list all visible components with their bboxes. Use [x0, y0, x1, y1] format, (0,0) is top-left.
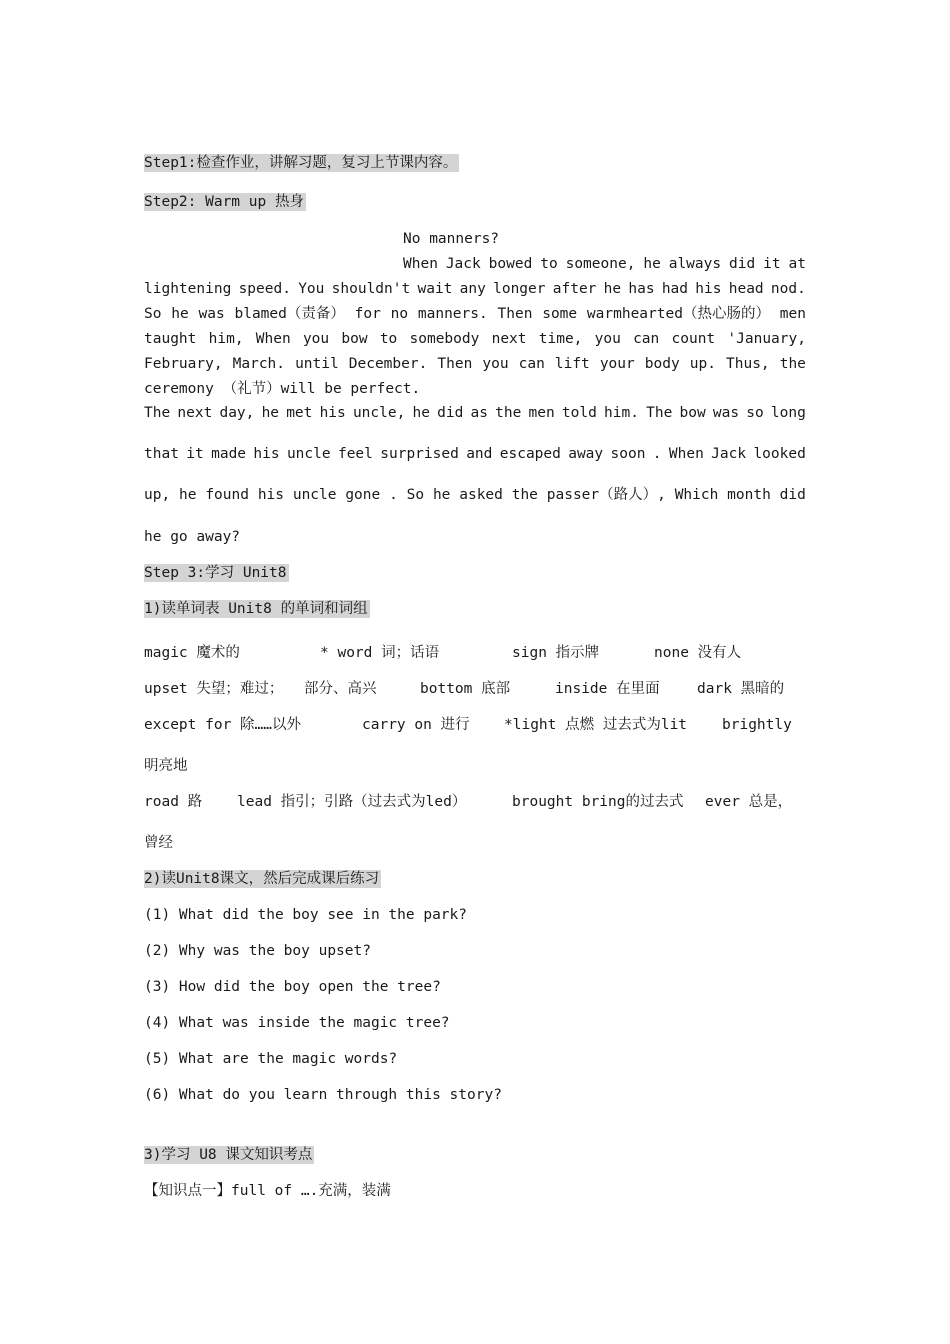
question-item: (2) Why was the boy upset?	[144, 943, 371, 959]
story-word: and	[466, 446, 493, 462]
story-word: he	[412, 405, 430, 421]
story-word: blamed（责备）	[234, 306, 345, 322]
story-word: made	[211, 446, 247, 462]
vocab-item: * word 词；话语	[320, 645, 440, 661]
story-word: you	[594, 331, 621, 347]
vocab-item: brought bring的过去式	[512, 794, 684, 810]
story-word: some	[542, 306, 578, 322]
vocab-item: sign 指示牌	[512, 645, 600, 661]
story-word: did	[437, 405, 464, 421]
story-line	[403, 254, 806, 274]
story-word: can	[633, 331, 660, 347]
story-word: lift	[554, 356, 590, 372]
vocab-item: 部分、高兴	[304, 681, 377, 697]
question-item: (4) What was inside the magic tree?	[144, 1015, 450, 1031]
story-word: So	[144, 306, 162, 322]
story-word: Jack	[445, 256, 481, 272]
story-word: bow	[341, 331, 368, 347]
story-word: he	[179, 487, 197, 503]
story-word: When	[255, 331, 291, 347]
story-word: day,	[219, 405, 255, 421]
story-word: he	[603, 281, 622, 297]
vocab-item: 明亮地	[144, 758, 188, 774]
story-line: ceremony （礼节）will be perfect.	[144, 381, 421, 397]
story-word: men	[528, 405, 555, 421]
question-item: (6) What do you learn through this story?	[144, 1087, 502, 1103]
story-word: 'January,	[727, 331, 806, 347]
story-word: any	[459, 281, 486, 297]
story-word: it	[186, 446, 204, 462]
story-word: his	[695, 281, 722, 297]
story-word: Jack	[711, 446, 747, 462]
story-word: the	[495, 405, 522, 421]
story-word: always	[668, 256, 722, 272]
story-word: was	[712, 405, 740, 421]
story-word: speed.	[238, 281, 291, 297]
story-word: after	[552, 281, 597, 297]
story-word: .	[652, 446, 662, 462]
story-word: shouldn't	[331, 281, 411, 297]
story-word: When	[668, 446, 704, 462]
story-word: lightening	[144, 281, 232, 297]
story-word: The	[144, 405, 171, 421]
story-word: that	[144, 446, 179, 462]
story-word: .	[389, 487, 398, 503]
question-item: (1) What did the boy see in the park?	[144, 907, 468, 923]
story-word: so	[746, 405, 764, 421]
story-word: wait	[417, 281, 453, 297]
story-word: Thus,	[726, 356, 770, 372]
story-word: taught	[144, 331, 197, 347]
story-word: did	[779, 487, 806, 503]
vocab-item: upset 失望；难过；	[144, 681, 284, 697]
vocab-item: carry on 进行	[362, 717, 470, 733]
story-word: surprised	[380, 446, 459, 462]
story-word: So	[406, 487, 425, 503]
vocab-item: magic 魔术的	[144, 645, 240, 661]
sub-heading-text: 2)读Unit8课文，然后完成课后练习	[144, 871, 380, 887]
story-line	[144, 354, 806, 374]
story-word: December.	[348, 356, 428, 372]
story-word: looked	[753, 446, 806, 462]
story-word: You	[298, 281, 325, 297]
story-word: as	[470, 405, 488, 421]
story-word: head	[728, 281, 764, 297]
story-word: was	[198, 306, 225, 322]
story-word: someone,	[565, 256, 636, 272]
story-word: month	[727, 487, 771, 503]
sub-heading-vocab: 1)读单词表 Unit8 的单词和词组	[144, 601, 368, 617]
story-word: up.	[689, 356, 716, 372]
story-title: No manners?	[403, 231, 500, 247]
story-word: feel	[337, 446, 373, 462]
story-word: until	[295, 356, 339, 372]
story-word: manners.	[417, 306, 488, 322]
story-word: The	[646, 405, 673, 421]
vocab-item: 曾经	[144, 835, 173, 851]
vocab-item: lead 指引；引路（过去式为led）	[237, 794, 467, 810]
story-word: soon	[610, 446, 646, 462]
knowledge-point: 【知识点一】full of ….充满，装满	[144, 1183, 391, 1199]
story-word: Then	[437, 356, 473, 372]
story-word: to	[379, 331, 398, 347]
story-word: next	[177, 405, 213, 421]
vocab-item: *light 点燃 过去式为lit	[504, 717, 688, 733]
story-word: his	[257, 487, 285, 503]
step1-heading: Step1:检查作业，讲解习题，复习上节课内容。	[144, 155, 458, 171]
story-word: no	[390, 306, 409, 322]
story-word: bow	[679, 405, 706, 421]
story-line	[144, 279, 806, 299]
story-word: longer	[493, 281, 546, 297]
sub-heading-points: 3)学习 U8 课文知识考点	[144, 1147, 313, 1163]
story-word: you	[482, 356, 509, 372]
story-word: at	[788, 256, 806, 272]
vocab-item: road 路	[144, 794, 203, 810]
story-word: his	[319, 405, 346, 421]
story-word: he	[432, 487, 451, 503]
story-word: met	[286, 405, 313, 421]
story-word: has	[628, 281, 655, 297]
story-word: Which	[674, 487, 719, 503]
story-word: bowed	[488, 256, 533, 272]
story-word: body	[644, 356, 680, 372]
vocab-item: none 没有人	[654, 645, 742, 661]
story-word: his	[253, 446, 280, 462]
story-word: uncle,	[352, 405, 406, 421]
vocab-item: dark 黑暗的	[697, 681, 785, 697]
question-item: (5) What are the magic words?	[144, 1051, 398, 1067]
story-word: did	[729, 256, 756, 272]
story-line	[144, 329, 806, 349]
vocab-item: bottom 底部	[420, 681, 511, 697]
story-word: When	[403, 256, 438, 272]
step2-heading: Step2: Warm up 热身	[144, 194, 304, 210]
step3-heading: Step 3:学习 Unit8	[144, 565, 287, 581]
vocab-item: ever 总是，	[705, 794, 793, 810]
story-word: can	[518, 356, 545, 372]
question-item: (3) How did the boy open the tree?	[144, 979, 441, 995]
story-word: gone	[345, 487, 381, 503]
story-word: uncle	[286, 446, 331, 462]
story-word: the	[511, 487, 538, 503]
story-word: passer（路人）,	[546, 487, 666, 503]
story-word: time,	[538, 331, 583, 347]
vocab-item: brightly	[722, 717, 792, 733]
story-line	[144, 304, 806, 324]
story-word: found	[205, 487, 249, 503]
story-word: him,	[208, 331, 244, 347]
story-word: he	[643, 256, 661, 272]
story-word: uncle	[292, 487, 337, 503]
story-word: he	[171, 306, 189, 322]
story-word: March.	[232, 356, 286, 372]
story-word: February,	[144, 356, 223, 372]
story-word: he	[261, 405, 280, 421]
story-word: to	[540, 256, 558, 272]
story-word: away	[568, 446, 604, 462]
story-word: had	[661, 281, 689, 297]
story-word: for	[354, 306, 381, 322]
story-line	[144, 444, 806, 464]
story-word: told	[561, 405, 597, 421]
story-word: your	[599, 356, 635, 372]
story-word: you	[302, 331, 330, 347]
story-word: nod.	[770, 281, 806, 297]
story-line	[144, 403, 806, 423]
story-line	[144, 485, 806, 505]
story-word: Then	[497, 306, 533, 322]
story-word: him.	[604, 405, 639, 421]
story-word: it	[763, 256, 781, 272]
story-word: asked	[459, 487, 503, 503]
story-word: escaped	[499, 446, 561, 462]
story-word: warmhearted（热心肠的）	[586, 306, 770, 322]
story-word: men	[779, 306, 806, 322]
story-word: next	[491, 331, 527, 347]
vocab-item: except for 除……以外	[144, 717, 301, 733]
story-word: count	[671, 331, 716, 347]
vocab-item: inside 在里面	[555, 681, 660, 697]
story-word: long	[770, 405, 806, 421]
story-line: he go away?	[144, 529, 241, 545]
story-word: the	[779, 356, 806, 372]
story-word: somebody	[409, 331, 480, 347]
story-word: up,	[144, 487, 171, 503]
